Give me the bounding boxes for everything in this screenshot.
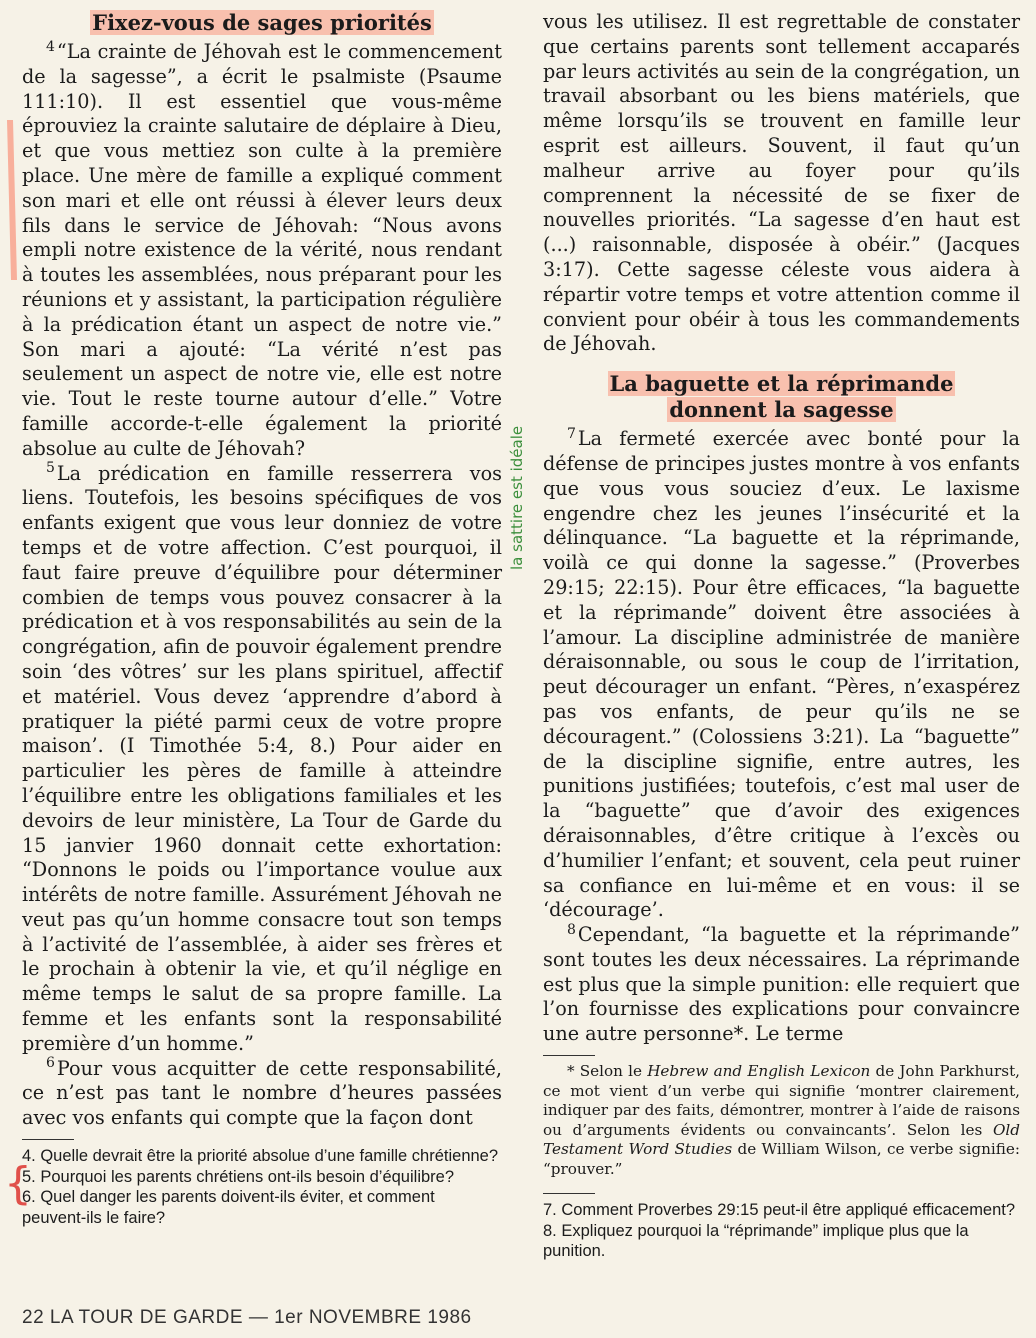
questions-divider-right bbox=[543, 1193, 595, 1194]
footnote: * Selon le Hebrew and English Lexicon de John Parkhurst, ce mot vient d’un verbe qui signifie ‘montrer clairement, indiquer par des faits, démontrer, montrer à l’aide de raisons ou d’arguments évidents ou convaincants’. Selon les Old Testament Word Studies de William Wilson, ce verbe signifie: “prouver.” bbox=[543, 1062, 1020, 1178]
paragraph-7: $^7$ La fermeté exercée avec bonté pour la défense de principes justes montre à vos enfants que vous vous souciez d’eux. Le laxisme engendre chez les jeunes l’insécurité et la délinquance. “La baguette et la réprimande, voilà ce qui donne la sagesse.” (Proverbes 29:15; 22:15). Pour être efficaces, “la baguette et la réprimande” doivent être associées à l’amour. La discipline administrée de manière déraisonnable, ou sous le coup de l’irritation, peut décourager un enfant. “Pères, n’exaspérez pas vos enfants, de peur qu’ils ne se découragent.” (Colossiens 3:21). La “baguette” de la discipline signifie, entre autres, les punitions justifiées; toutefois, c’est mal user de la “baguette” que d’avoir des exigences déraisonnables, d’être critique à l’excès ou d’humilier l’enfant; et souvent, cela peut ruiner sa confiance en lui-même et en vous: il se ‘décourage’. bbox=[543, 425, 1020, 922]
question-4: 4. Quelle devrait être la priorité absolue d’une famille chrétienne? bbox=[22, 1147, 499, 1166]
paragraph-4: $^4$ “La crainte de Jéhovah est le commencement de la sagesse”, a écrit le psalmiste (Psaume 111:10). Il est essentiel que vous-même éprouviez la crainte salutaire de déplaire à Dieu, et que vous mettiez son culte à la première place. Une mère de famille a expliqué comment son mari et elle ont réussi à élever leurs deux fils dans le service de Jéhovah: “Nous avons empli notre existence de la vérité, nous rendant à toutes les assemblées, nous préparant pour les réunions et y assistant, la participation régulière à la prédication étant un aspect de notre vie.” Son mari a ajouté: “La vérité n’est pas seulement un aspect de notre vie, elle est notre vie. Tout le reste tourne autour d’elle.” Votre famille accorde-t-elle également la priorité absolue au culte de Jéhovah? bbox=[22, 38, 502, 460]
section-heading-priorities: Fixez-vous de sages priorités bbox=[92, 10, 432, 35]
pen-highlight-mark bbox=[0, 120, 20, 280]
questions-divider bbox=[22, 1139, 74, 1140]
question-7: 7. Comment Proverbes 29:15 peut-il être appliqué efficacement? bbox=[543, 1201, 1016, 1220]
handwritten-margin-note: la sattire est idéale bbox=[508, 425, 526, 570]
paragraph-5: $^5$ La prédication en famille resserrera vos liens. Toutefois, les besoins spécifiques de vos enfants exigent que vous leur donniez de votre temps et de votre affection. C’est pourquoi, il faut faire preuve d’équilibre pour déterminer combien de temps vous pouvez consacrer à la prédication et à vos responsabilités au sein de la congrégation, afin de pouvoir également prendre soin ‘des vôtres’ sur les plans spirituel, affectif et matériel. Vous devez ‘apprendre d’abord à pratiquer la piété parmi ceux de votre propre maison’. (I Timothée 5:4, 8.) Pour aider en particulier les pères de famille à atteindre l’équilibre entre les obligations familiales et les devoirs de leur ministère, La Tour de Garde du 15 janvier 1960 donnait cette exhortation: “Donnons le poids ou l’importance voulue aux intérêts de notre famille. Assurément Jéhovah ne veut pas qu’un homme consacre tout son temps à l’activité de l’assemblée, à aider ses frères et le prochain à obtenir la vie, et qu’il néglige en même temps le salut de sa propre famille. La femme et les enfants sont la responsabilité première d’un homme.” bbox=[22, 460, 502, 1055]
paragraph-8: $^8$ Cependant, “la baguette et la réprimande” sont toutes les deux nécessaires. La réprimande est plus que la simple punition: elle requiert que l’on fournisse des explications pour convaincre une autre personne*. Le terme bbox=[543, 921, 1020, 1046]
question-5: 5. Pourquoi les parents chrétiens ont-ils besoin d’équilibre? bbox=[22, 1167, 455, 1186]
pen-brace-mark: { bbox=[4, 1158, 32, 1209]
paragraph-6: $^6$ Pour vous acquitter de cette responsabilité, ce n’est pas tant le nombre d’heures passées avec vos enfants qui compte que la façon dont bbox=[22, 1055, 502, 1130]
paragraph-6-continuation: vous les utilisez. Il est regrettable de constater que certains parents sont tellement accaparés par leurs activités au sein de la congrégation, un travail absorbant ou les biens matériels, que même lorsqu’ils se trouvent en famille leur esprit est ailleurs. Souvent, il faut qu’un malheur arrive au foyer pour qu’ils comprennent la nécessité de se fixer de nouvelles priorités. “La sagesse d’en haut est (...) raisonnable, disposée à obéir.” (Jacques 3:17). Cette sagesse céleste vous aidera à répartir votre temps et votre attention comme il convient pour obéir à tous les commandements de Jéhovah. bbox=[543, 10, 1020, 356]
footnote-divider bbox=[543, 1055, 595, 1056]
left-column bbox=[22, 10, 502, 1228]
question-6: 6. Quel danger les parents doivent-ils éviter, et comment peuvent-ils le faire? bbox=[22, 1188, 435, 1227]
section-heading-rod: La baguette et la réprimande donnent la sagesse bbox=[609, 371, 954, 423]
right-column bbox=[543, 10, 1020, 1262]
question-8: 8. Expliquez pourquoi la “réprimande” implique plus que la punition. bbox=[543, 1221, 969, 1261]
page-footer: 22 LA TOUR DE GARDE — 1er NOVEMBRE 1986 bbox=[22, 1307, 472, 1328]
